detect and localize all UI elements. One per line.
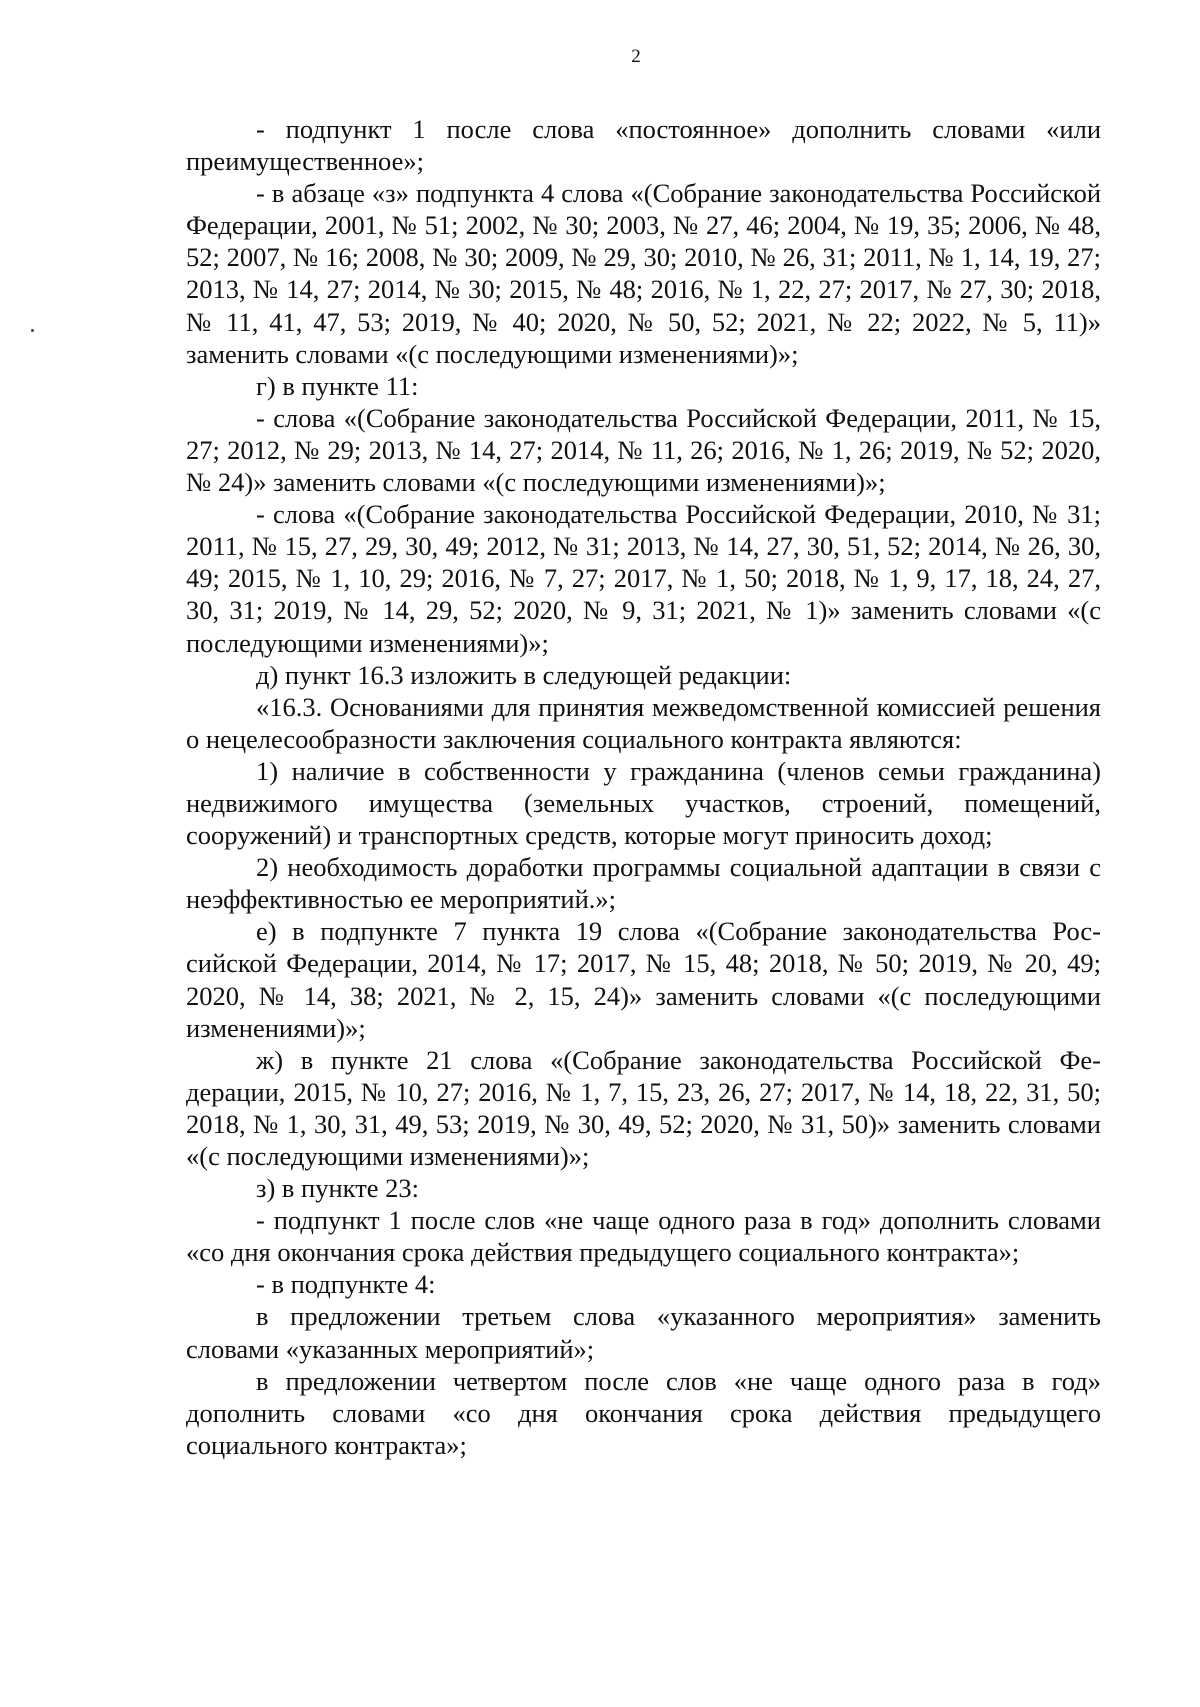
paragraph: 2) необходимость доработки программы социальной адаптации в связи с неэффективностью ее мероприятий.»; [186,852,1101,915]
paragraph: д) пункт 16.3 изложить в следующей редакции: [256,659,792,690]
paragraph: г) в пункте 11: [256,370,419,401]
paragraph: 1) наличие в собственности у гражданина (членов семьи гражданина) недвижимого имущества (земельных участков, строений, помещений, сооружений) и транспортных средств, которые могут приносить доход; [186,755,1101,851]
paragraph: ж) в пункте 21 слова «(Собрание законодательства Российской Федерации, 2015, № 10, 27; 2016, № 1, 7, 15, 23, 26, 27; 2017, № 14, 18, 22, 31, 50; 2018, № 1, 30, 31, 49, 53; 2019, № 30, 49, 52; 2020, № 31, 50)» заменить словами «(с последующими изменениями)»; [186,1044,1101,1171]
paragraph: в предложении третьем слова «указанного мероприятия» заменить словами «указанных мероприятий»; [186,1301,1101,1364]
scan-speck [31,329,34,332]
paragraph: з) в пункте 23: [256,1173,420,1204]
paragraph: - подпункт 1 после слов «не чаще одного раза в год» дополнить словами «со дня окончания срока действия предыдущего социального контракта»; [186,1205,1101,1268]
paragraph: - подпункт 1 после слова «постоянное» дополнить словами «или преимущественное»; [186,114,1101,177]
paragraph: - в подпункте 4: [256,1269,436,1300]
paragraph: е) в подпункте 7 пункта 19 слова «(Собрание законодательства Российской Федерации, 2014, № 17; 2017, № 15, 48; 2018, № 50; 2019, № 20, 49; 2020, № 14, 38; 2021, № 2, 15, 24)» заменить словами «(с последующими изменениями)»; [186,916,1101,1043]
paragraph: - слова «(Собрание законодательства Российской Федерации, 2010, № 31; 2011, № 15, 27, 29, 30, 49; 2012, № 31; 2013, № 14, 27, 30, 51, 52; 2014, № 26, 30, 49; 2015, № 1, 10, 29; 2016, № 7, 27; 2017, № 1, 50; 2018, № 1, 9, 17, 18, 24, 27, 30, 31; 2019, № 14, 29, 52; 2020, № 9, 31; 2021, № 1)» заменить словами «(с последующими изменениями)»; [186,499,1101,658]
paragraph: в предложении четвертом после слов «не чаще одного раза в год» дополнить словами «со дня окончания срока действия предыдущего социального контракта»; [186,1365,1101,1460]
paragraph: - в абзаце «з» подпункта 4 слова «(Собрание законодательства Российской Федерации, 2001, № 51; 2002, № 30; 2003, № 27, 46; 2004, № 19, 35; 2006, № 48, 52; 2007, № 16; 2008, № 30; 2009, № 29, 30; 2010, № 26, 31; 2011, № 1, 14, 19, 27; 2013, № 14, 27; 2014, № 30; 2015, № 48; 2016, № 1, 22, 27; 2017, № 27, 30; 2018, № 11, 41, 47, 53; 2019, № 40; 2020, № 50, 52; 2021, № 22; 2022, № 5, 11)» заменить словами «(с последующими изменениями)»; [186,178,1101,369]
paragraph: «16.3. Основаниями для принятия межведомственной комиссией решения о нецелесообразности заключения социального контракта являются: [186,691,1101,754]
page-number: 2 [631,46,641,67]
paragraph: - слова «(Собрание законодательства Российской Федерации, 2011, № 15, 27; 2012, № 29; 2013, № 14, 27; 2014, № 11, 26; 2016, № 1, 26; 2019, № 52; 2020, № 24)» заменить словами «(с последующими изменениями)»; [186,402,1101,498]
document-body [186,113,1101,1461]
